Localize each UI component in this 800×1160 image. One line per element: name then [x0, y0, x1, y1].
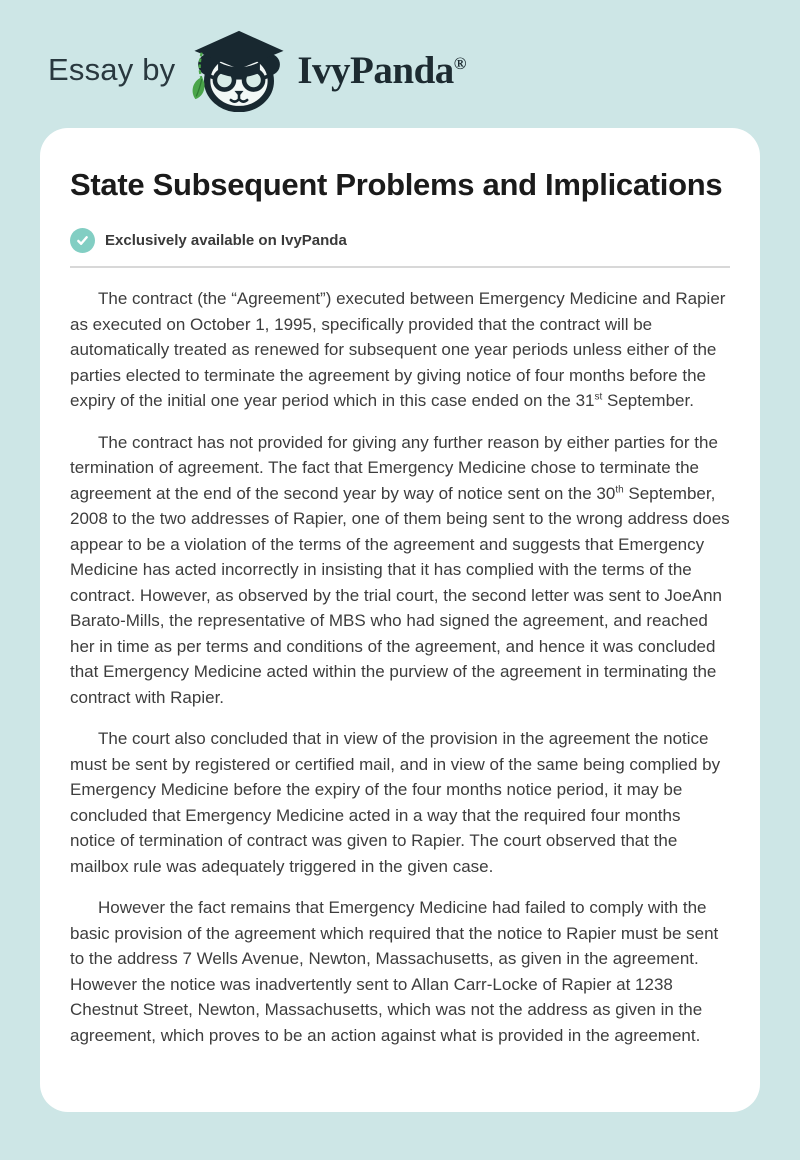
exclusive-badge: [70, 228, 730, 253]
brand-wordmark: IvyPanda®: [297, 48, 466, 92]
exclusive-badge-label: Exclusively available on IvyPanda: [105, 232, 347, 250]
essay-paragraph: The court also concluded that in view of the provision in the agreement the notice must be sent by registered or certified mail, and in view of the same being complied by Emergency Medicine before the expiry of the four months notice period, it may be concluded that Emergency Medicine acted in a way that the required four months notice of termination of contract was given to Rapier. The court observed that the mailbox rule was adequately triggered in the given case.: [70, 729, 721, 876]
essay-body: [70, 286, 730, 1048]
essay-card: [40, 128, 760, 1112]
essay-by-label: Essay by: [48, 52, 176, 87]
check-icon: [70, 228, 95, 253]
page-title: State Subsequent Problems and Implications: [70, 167, 723, 202]
essay-paragraph: The contract (the “Agreement”) executed between Emergency Medicine and Rapier as executed on October 1, 1995, specifically provided that the contract will be automatically treated as renewed for subsequent one year periods unless either of the parties elected to terminate the agreement by giving notice of four months before the expiry of the initial one year period which in this case ended on the 31st September.: [70, 289, 726, 411]
essay-paragraph: The contract has not provided for giving any further reason by either parties for the termination of agreement. The fact that Emergency Medicine chose to terminate the agreement at the end of the second year by way of notice sent on the 30th September, 2008 to the two addresses of Rapier, one of them being sent to the wrong address does appear to be a violation of the terms of the agreement and suggests that Emergency Medicine has acted incorrectly in insisting that it has complied with the terms of the contract. However, as observed by the trial court, the second letter was sent to JoeAnn Barato-Mills, the representative of MBS who had signed the agreement, and reached her in time as per terms and conditions of the agreement, and hence it was concluded that Emergency Medicine acted within the purview of the agreement in terminating the contract with Rapier.: [70, 432, 730, 707]
divider: [70, 266, 730, 268]
essay-paragraph: However the fact remains that Emergency Medicine had failed to comply with the basic provision of the agreement which required that the notice to Rapier must be sent to the address 7 Wells Avenue, Newton, Massachusetts, as given in the agreement. However the notice was inadvertently sent to Allan Carr-Locke of Rapier at 1238 Chestnut Street, Newton, Massachusetts, which was not the address as given in the agreement, which proves to be an action against what is provided in the agreement.: [70, 898, 719, 1045]
site-header: [0, 0, 800, 128]
panda-logo-icon: [189, 28, 289, 112]
ivypanda-logo[interactable]: [189, 28, 466, 112]
registered-mark: ®: [453, 53, 466, 73]
